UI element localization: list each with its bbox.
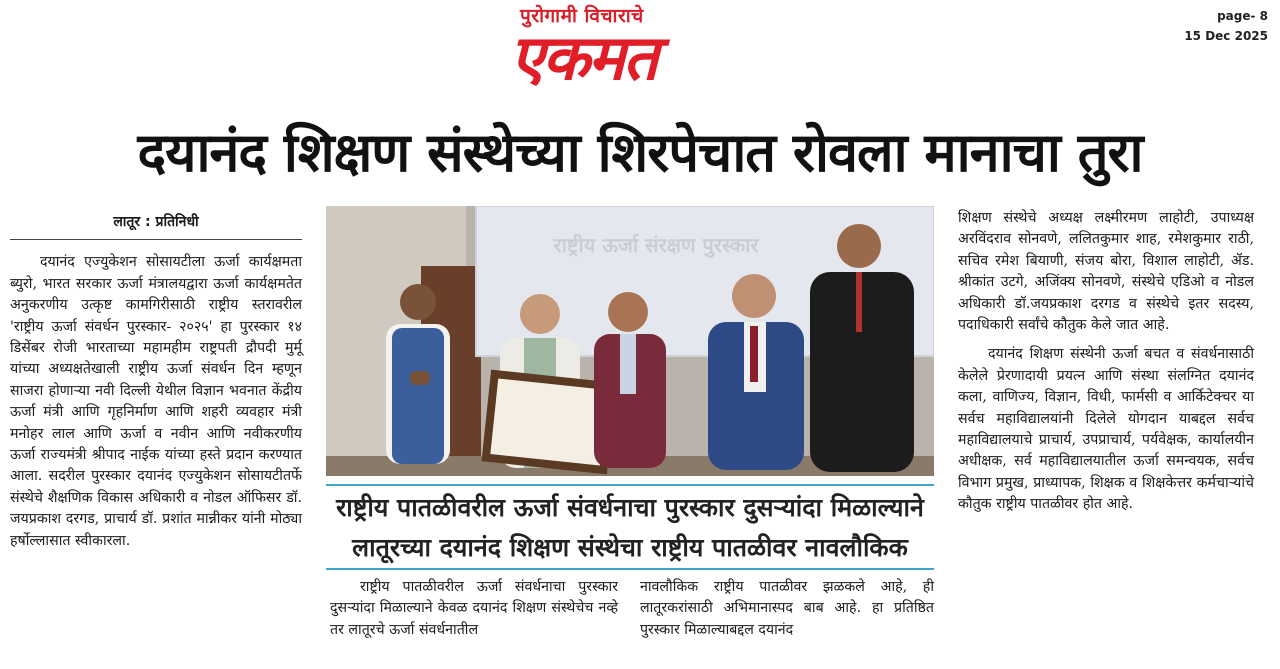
article-subheadline bbox=[326, 484, 934, 570]
article-headline: दयानंद शिक्षण संस्थेच्या शिरपेचात रोवला मानाचा तुरा bbox=[137, 121, 1143, 184]
masthead bbox=[0, 0, 1280, 110]
article-column-left bbox=[10, 212, 302, 558]
dateline: लातूर : प्रतिनिधी bbox=[10, 212, 302, 240]
article-paragraph: राष्ट्रीय पातळीवरील ऊर्जा संवर्धनाचा पुरस्कार दुसऱ्यांदा मिळाल्याने केवळ दयानंद शिक्षण संस्थेचेच नव्हे तर लातूरचे ऊर्जा संवर्धनातील bbox=[330, 579, 618, 638]
page-number: page- 8 bbox=[1217, 9, 1268, 23]
article-column-middle-1 bbox=[330, 577, 618, 647]
article-column-right bbox=[958, 208, 1254, 524]
article-paragraph: नावलौकिक राष्ट्रीय पातळीवर झळकले आहे, ही लातूरकरांसाठी अभिमानास्पद बाब आहे. हा प्रतिष्ठित पुरस्कार मिळाल्याबद्दल दयानंद bbox=[640, 579, 934, 638]
subheadline-line-1: राष्ट्रीय पातळीवरील ऊर्जा संवर्धनाचा पुरस्कार दुसऱ्यांदा मिळाल्याने bbox=[336, 493, 924, 522]
page-meta bbox=[1184, 6, 1268, 46]
article-paragraph: दयानंद एज्युकेशन सोसायटीला ऊर्जा कार्यक्षमता ब्युरो, भारत सरकार ऊर्जा मंत्रालयद्वारा ऊर्जा कार्यक्षमतेत अनुकरणीय उत्कृष्ट कामगिरीसाठी राष्ट्रीय स्तरावरील 'राष्ट्रीय ऊर्जा संवर्धन पुरस्कार- २०२५' हा पुरस्कार १४ डिसेंबर रोजी भारताच्या महामहीम राष्ट्रपती द्रौपदी मुर्मू यांच्या अध्यक्षतेखाली राष्ट्रीय ऊर्जा संवर्धन दिन म्हणून साजरा होणाऱ्या नवी दिल्ली येथील विज्ञान भवनात केंद्रीय ऊर्जा मंत्री आणि गृहनिर्माण आणि शहरी व्यवहार मंत्री मनोहर लाल आणि ऊर्जा व नवीन आणि नवीकरणीय ऊर्जा राज्यमंत्री श्रीपाद नाईक यांच्या हस्ते प्रदान करण्यात आला. सदरील पुरस्कार दयानंद एज्युकेशन सोसायटीतर्फे संस्थेचे शैक्षणिक विकास अधिकारी व नोडल ऑफिसर डॉ. जयप्रकाश दरगड, प्राचार्य डॉ. प्रशांत मान्नीकर यांनी मोठ्या हर्षोल्लासात स्वीकारला. bbox=[10, 254, 302, 549]
article-paragraph: शिक्षण संस्थेचे अध्यक्ष लक्ष्मीरमण लाहोटी, उपाध्यक्ष अरविंदराव सोनवणे, ललितकुमार शाह, रमेशकुमार राठी, सचिव रमेश बियाणी, संजय बोरा, विशाल लाहोटी, ॲड. श्रीकांत उटगे, अजिंक्य सोनवणे, संस्थेचे एडिओ व नोडल अधिकारी डॉ.जयप्रकाश दरगड व संस्थेचे इतर सदस्य, पदाधिकारी सर्वांचे कौतुक केले जात आहे. bbox=[958, 210, 1254, 334]
masthead-tagline: पुरोगामी विचाराचे bbox=[520, 5, 644, 27]
article-column-middle-2 bbox=[640, 577, 934, 647]
newspaper-logo: एकमत bbox=[510, 21, 657, 94]
subheadline-line-2: लातूरच्या दयानंद शिक्षण संस्थेचा राष्ट्रीय पातळीवर नावलौकिक bbox=[352, 533, 908, 562]
article-paragraph: दयानंद शिक्षण संस्थेनी ऊर्जा बचत व संवर्धनासाठी केलेले प्रेरणादायी प्रयत्न आणि संस्था संलग्नित दयानंद कला, वाणिज्य, विज्ञान, विधी, फार्मसी व आर्किटेक्चर या सर्वच महाविद्यालयांनी दिलेले योगदान याबद्दल सर्वच महाविद्यालयाचे प्राचार्य, उपप्राचार्य, पर्यवेक्षक, कार्यालयीन अधीक्षक, सर्व महाविद्यालयातील ऊर्जा समन्वयक, सर्वच विभाग प्रमुख, प्राध्यापक, शिक्षक व शिक्षकेत्तर कर्मचाऱ्यांचे कौतुक राष्ट्रीय पातळीवर होत आहे. bbox=[958, 346, 1254, 513]
issue-date: 15 Dec 2025 bbox=[1184, 29, 1268, 43]
screen-banner-text: राष्ट्रीय ऊर्जा संरक्षण पुरस्कार bbox=[553, 233, 759, 257]
award-ceremony-photo bbox=[326, 206, 934, 476]
